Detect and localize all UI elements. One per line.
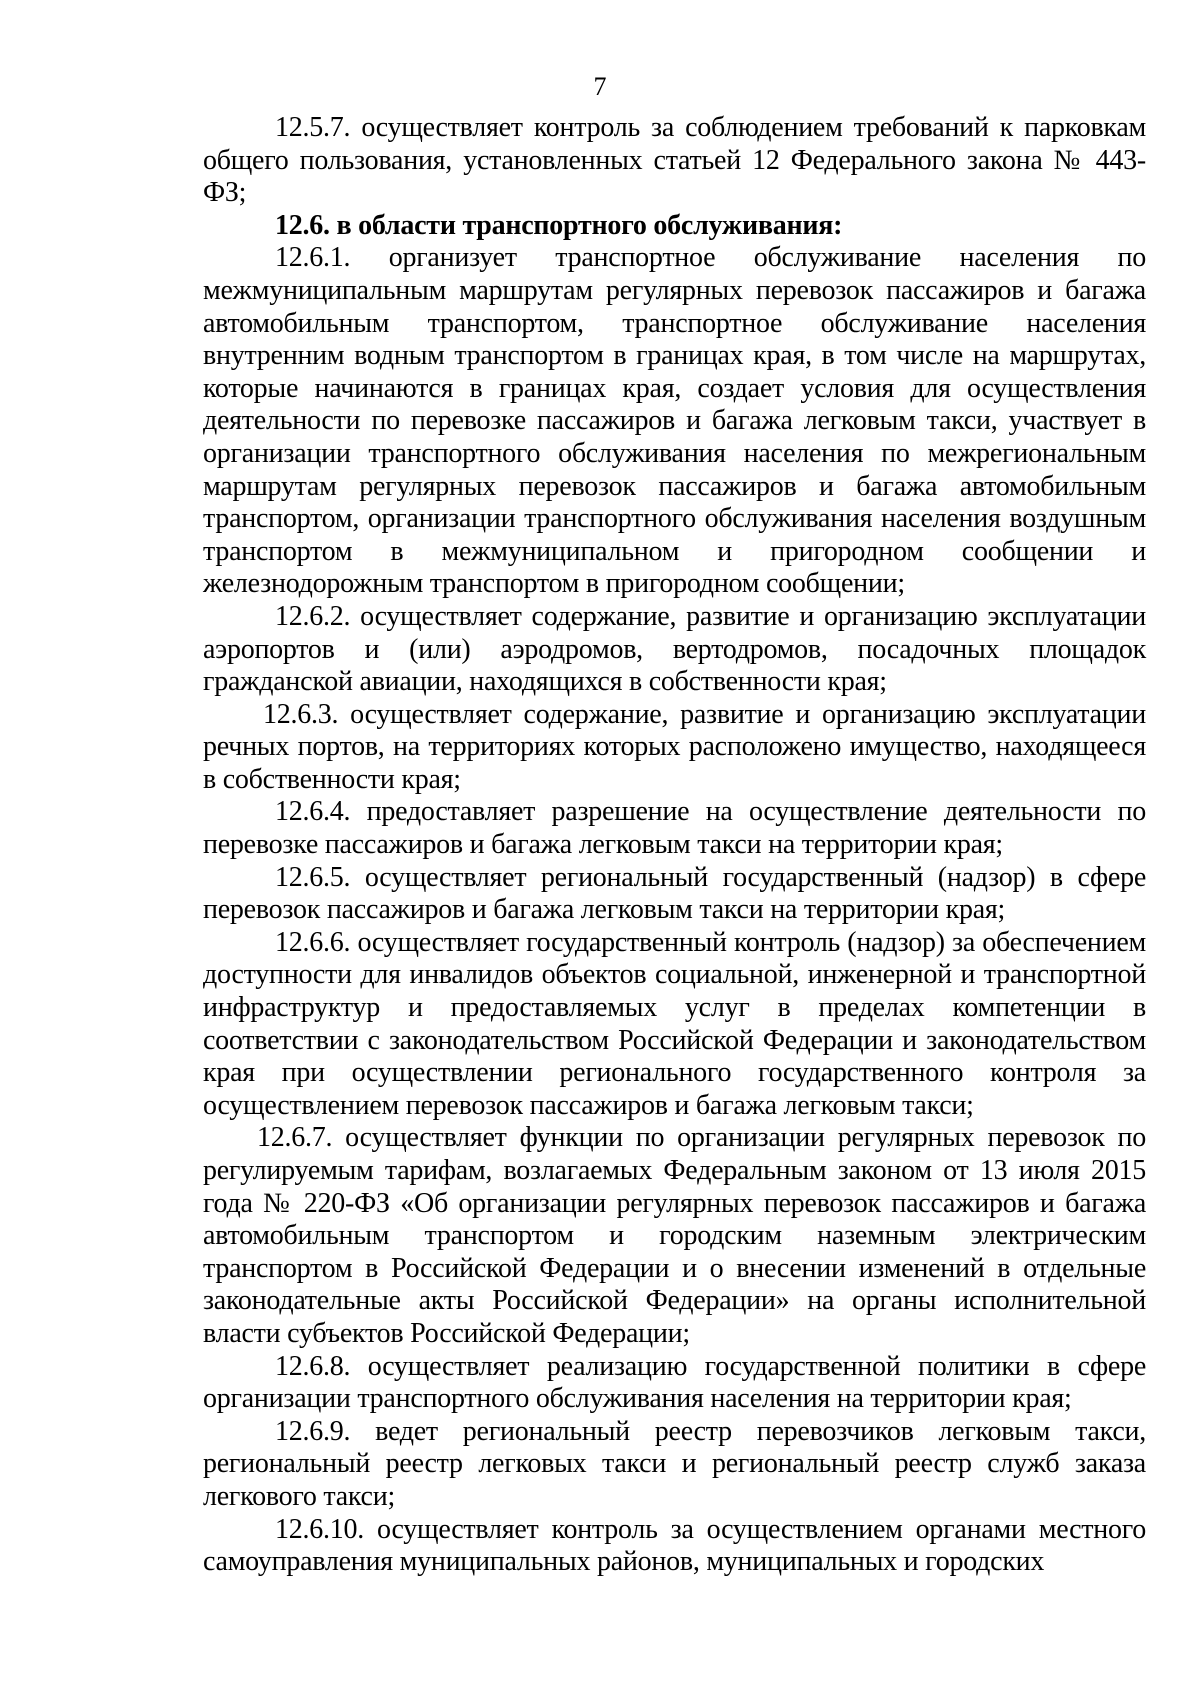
paragraph-12-6-3: 12.6.3. осуществляет содержание, развитие и организацию эксплуатации речных портов, на территориях которых расположено имущество, находящееся в собственности края; <box>203 698 1146 795</box>
document-body <box>203 112 1146 1579</box>
section-heading-12-6: 12.6. в области транспортного обслуживания: <box>275 209 843 241</box>
paragraph-12-6-7: 12.6.7. осуществляет функции по организации регулярных перевозок по регулируемым тарифам, возлагаемых Федеральным законом от 13 июля 2015 года № 220-ФЗ «Об организации регулярных перевозок пассажиров и багажа автомобильным транспортом и городским наземным электрическим транспортом в Российской Федерации и о внесении изменений в отдельные законодательные акты Российской Федерации» на органы исполнительной власти субъектов Российской Федерации; <box>203 1122 1146 1349</box>
paragraph-12-6-5: 12.6.5. осуществляет региональный государственный (надзор) в сфере перевозок пассажиров и багажа легковым такси на территории края; <box>203 861 1146 926</box>
paragraph-12-6-1: 12.6.1. организует транспортное обслуживание населения по межмуниципальным маршрутам регулярных перевозок пассажиров и багажа автомобильным транспортом, транспортное обслуживание населения внутренним водным транспортом в границах края, в том числе на маршрутах, которые начинаются в границах края, создает условия для осуществления деятельности по перевозке пассажиров и багажа легковым такси, участвует в организации транспортного обслуживания населения по межрегиональным маршрутам регулярных перевозок пассажиров и багажа автомобильным транспортом, организации транспортного обслуживания населения воздушным транспортом в межмуниципальном и пригородном сообщении и железнодорожным транспортом в пригородном сообщении; <box>203 242 1146 600</box>
paragraph-12-6-2: 12.6.2. осуществляет содержание, развитие и организацию эксплуатации аэропортов и (или) аэродромов, вертодромов, посадочных площадок гражданской авиации, находящихся в собственности края; <box>203 600 1146 698</box>
paragraph-12-5-7: 12.5.7. осуществляет контроль за соблюдением требований к парковкам общего пользования, установленных статьей 12 Федерального закона № 443-ФЗ; <box>203 112 1146 209</box>
paragraph-12-6-8: 12.6.8. осуществляет реализацию государственной политики в сфере организации транспортного обслуживания населения на территории края; <box>203 1350 1146 1415</box>
paragraph-12-6-10: 12.6.10. осуществляет контроль за осуществлением органами местного самоуправления муниципальных районов, муниципальных и городских <box>203 1513 1146 1578</box>
paragraph-12-6-6: 12.6.6. осуществляет государственный контроль (надзор) за обеспечением доступности для инвалидов объектов социальной, инженерной и транспортной инфраструктур и предоставляемых услуг в пределах компетенции в соответствии с законодательством Российской Федерации и законодательством края при осуществлении регионального государственного контроля за осуществлением перевозок пассажиров и багажа легковым такси; <box>203 926 1146 1121</box>
paragraph-12-6-9: 12.6.9. ведет региональный реестр перевозчиков легковым такси, региональный реестр легковых такси и региональный реестр служб заказа легкового такси; <box>203 1415 1146 1512</box>
paragraph-12-6-4: 12.6.4. предоставляет разрешение на осуществление деятельности по перевозке пассажиров и багажа легковым такси на территории края; <box>203 796 1146 861</box>
page-number: 7 <box>593 72 607 101</box>
